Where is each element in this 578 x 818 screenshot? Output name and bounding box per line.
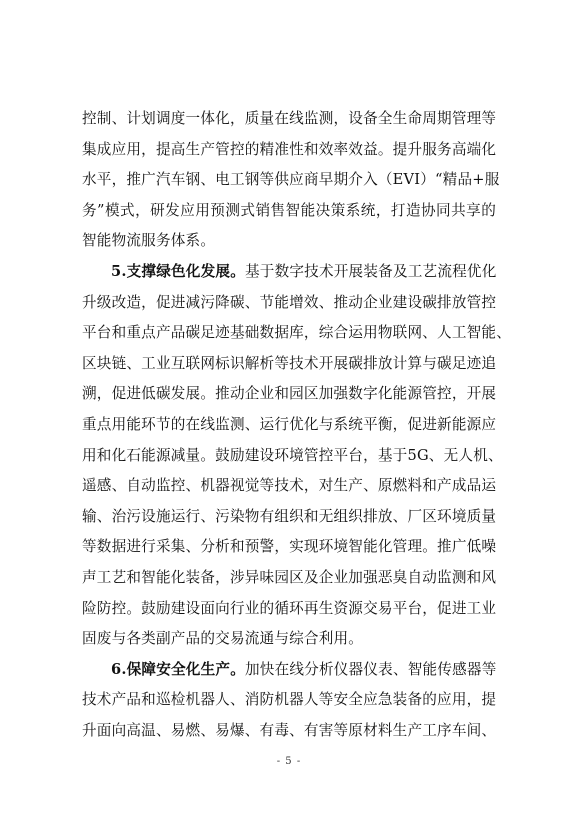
text-line: 平台和重点产品碳足迹基础数据库，综合运用物联网、人工智能、 xyxy=(82,324,512,342)
text-line: 水平，推广汽车钢、电工钢等供应商早期介入（EVI）“精品+服 xyxy=(82,171,500,189)
text-line: 升级改造，促进减污降碳、节能增效、推动企业建设碳排放管控 xyxy=(82,293,497,311)
text-line: 输、治污设施运行、污染物有组织和无组织排放、厂区环境质量 xyxy=(82,507,497,525)
text-line: 用和化石能源减量。鼓励建设环境管控平台，基于5G、无人机、 xyxy=(82,446,503,464)
text-line: 智能物流服务体系。 xyxy=(82,232,216,250)
text-line: 技术产品和巡检机器人、消防机器人等安全应急装备的应用，提 xyxy=(82,691,497,709)
text-line: 控制、计划调度一体化，质量在线监测，设备全生命周期管理等 xyxy=(82,110,497,127)
text-line: 声工艺和智能化装备，涉异味园区及企业加强恶臭自动监测和风 xyxy=(82,568,497,586)
text-line: 区块链、工业互联网标识解析等技术开展碳排放计算与碳足迹追 xyxy=(82,354,497,372)
paragraph-green-development xyxy=(82,257,512,655)
text-line: 集成应用，提高生产管控的精准性和效率效益。提升服务高端化 xyxy=(82,140,497,158)
body-text xyxy=(82,104,512,746)
text-line: 遥感、自动监控、机器视觉等技术，对生产、原燃料和产成品运 xyxy=(82,477,497,495)
paragraph-continuation xyxy=(82,104,500,257)
section-heading-green: 5.支撑绿色化发展。 xyxy=(111,262,245,280)
text-line: 险防控。鼓励建设面向行业的循环再生资源交易平台，促进工业 xyxy=(82,599,497,617)
text-line: 固废与各类副产品的交易流通与综合利用。 xyxy=(82,630,364,648)
text-line: 升面向高温、易燃、易爆、有毒、有害等原材料生产工序车间、 xyxy=(82,721,497,739)
section-heading-safety: 6.保障安全化生产。 xyxy=(111,660,245,678)
text-line: 等数据进行采集、分析和预警，实现环境智能化管理。推广低噪 xyxy=(82,538,497,556)
text-line-rest: 加快在线分析仪器仪表、智能传感器等 xyxy=(245,660,497,678)
text-line-rest: 基于数字技术开展装备及工艺流程优化 xyxy=(245,262,497,280)
text-line: 溯，促进低碳发展。推动企业和园区加强数字化能源管控，开展 xyxy=(82,385,497,403)
text-line: 务”模式，研发应用预测式销售智能决策系统，打造协同共享的 xyxy=(82,201,496,219)
page-number: - 5 - xyxy=(276,756,302,767)
text-line-first xyxy=(82,655,496,686)
text-line: 重点用能环节的在线监测、运行优化与系统平衡，促进新能源应 xyxy=(82,415,497,433)
paragraph-safe-production xyxy=(82,655,496,747)
text-line-first xyxy=(82,257,496,288)
